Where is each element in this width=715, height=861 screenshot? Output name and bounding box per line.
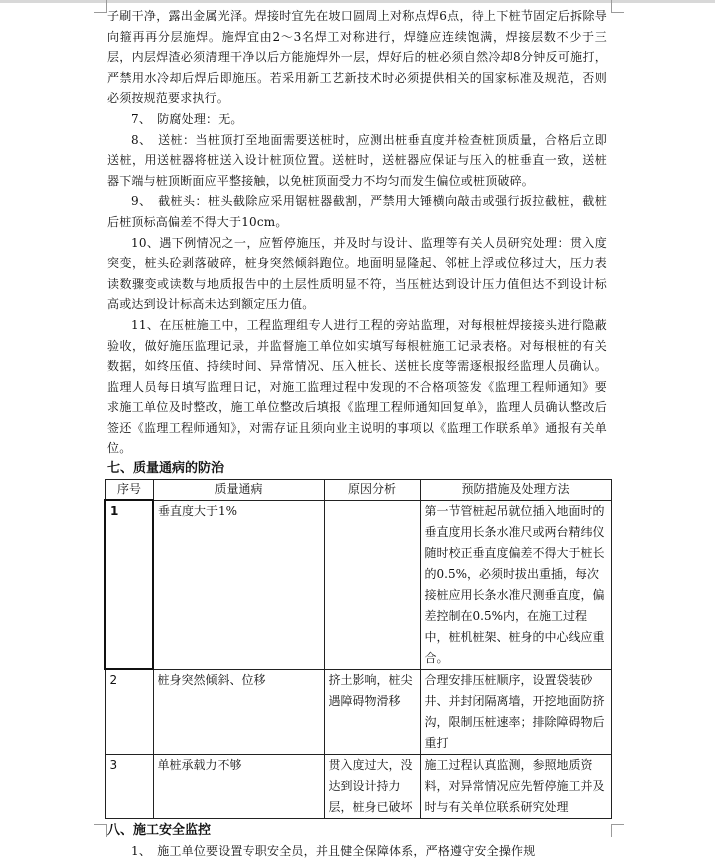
paragraph-item-10: 10、遇下例情况之一，应暂停施压，并及时与设计、监理等有关人员研究处理：贯入度突变，桩头砼剥落破碎，桩身突然倾斜跑位。地面明显隆起、邻桩上浮或位移过大，压力表读数骤变或读数与地质报告中的土层性质明显不符，当压桩达到设计压力值但达不到设计标高或达到设计标高未达到额定压力值。: [107, 235, 607, 312]
header-defect: 质量通病: [153, 480, 324, 501]
row-cause: [324, 500, 420, 669]
paragraph-welding: 子刷干净，露出金属光泽。焊接时宜先在坡口圆周上对称点焊6点，待上下桩节固定后拆除导向箍再再分层施焊。施焊宜由2～3名焊工对称进行，焊缝应连续饱满，焊接层数不少于三层，内层焊渣必须清理干净以后方能施焊外一层，焊好后的桩必须自然冷却8分钟反可施打，严禁用水冷却后焊后即施压。若采用新工艺新技术时必须提供相关的国家标准及规范，否则必须按规范要求执行。: [107, 9, 607, 106]
margin-corner-mark: [611, 824, 624, 837]
paragraph-item-9: 9、 截桩头：桩头截除应采用锯桩器截割，严禁用大锤横向敲击或强行扳拉截桩，截桩后桩顶标高偏差不得大于10cm。: [107, 194, 607, 229]
row-measure: 施工过程认真监测，参照地质资料，对异常情况应先暂停施工并及时与有关单位联系研究处理: [420, 754, 611, 818]
section-7-heading: 七、质量通病的防治: [107, 461, 225, 477]
paragraph-safety-1: 1、 施工单位要设置专职安全员，并且健全保障体系，严格遵守安全操作规: [131, 843, 536, 858]
paragraph-item-8: 8、 送桩：当桩顶打至地面需要送桩时，应测出桩垂直度并检查桩顶质量，合格后立即送桩，用送桩器将桩送入设计桩顶位置。送桩时，送桩器应保证与压入的桩垂直一致，送桩器下端与桩顶断面应平整接触，以免桩顶面受力不均匀而发生偏位或桩顶破碎。: [107, 132, 607, 188]
header-cause: 原因分析: [324, 480, 420, 501]
row-measure: 合理安排压桩顺序，设置袋装砂井、并封闭隔离墙，开挖地面防挤沟，限制压桩速率；排除障碍物后重打: [420, 669, 611, 754]
row-cause: 贯入度过大，没达到设计持力层，桩身已破坏: [324, 754, 420, 818]
margin-corner-mark: [94, 824, 107, 837]
margin-corner-mark: [611, 0, 624, 13]
row-number: 2: [105, 669, 153, 754]
row-measure: 第一节管桩起吊就位插入地面时的垂直度用长条水准尺或两台精纬仪随时校正垂直度偏差不得大于桩长的0.5%，必须时拔出重插，每次接桩应用长条水准尺测垂直度，偏差控制在0.5%内，在施工过程中，桩机桩架、桩身的中心线应重合。: [420, 500, 611, 669]
table-row: [105, 500, 611, 669]
row-number: 3: [105, 754, 153, 818]
margin-corner-mark: [94, 0, 107, 13]
page-top-edge: [0, 0, 715, 3]
quality-defect-table: [104, 479, 612, 819]
row-number: 1: [105, 500, 153, 669]
section-8-heading: 八、施工安全监控: [107, 822, 212, 838]
document-body: [107, 6, 607, 861]
table-row: [105, 754, 611, 818]
table-header-row: [105, 480, 611, 501]
row-defect: 桩身突然倾斜、位移: [153, 669, 324, 754]
table-row: [105, 669, 611, 754]
paragraph-item-7: 7、 防腐处理：无。: [131, 111, 243, 126]
row-cause: 挤土影响，桩尖遇障碍物滑移: [324, 669, 420, 754]
row-defect: 垂直度大于1%: [153, 500, 324, 669]
row-defect: 单桩承载力不够: [153, 754, 324, 818]
header-number: 序号: [105, 480, 153, 501]
paragraph-item-11: 11、在压桩施工中，工程监理组专人进行工程的旁站监理，对每根桩焊接接头进行隐蔽验收，做好施压监理记录，并监督施工单位如实填写每根桩施工记录表格。对每根桩的有关数据，如终压值、持续时间、异常情况、压入桩长、送桩长度等需逐根报经监理人员确认。监理人员每日填写监理日记，对施工监理过程中发现的不合格项签发《监理工程师通知》要求施工单位及时整改，施工单位整改后填报《监理工程师通知回复单》，监理人员确认整改后签还《监理工程师通知》，对需存证且须向业主说明的事项以《监理工作联系单》通报有关单位。: [107, 317, 607, 456]
header-measure: 预防措施及处理方法: [420, 480, 611, 501]
